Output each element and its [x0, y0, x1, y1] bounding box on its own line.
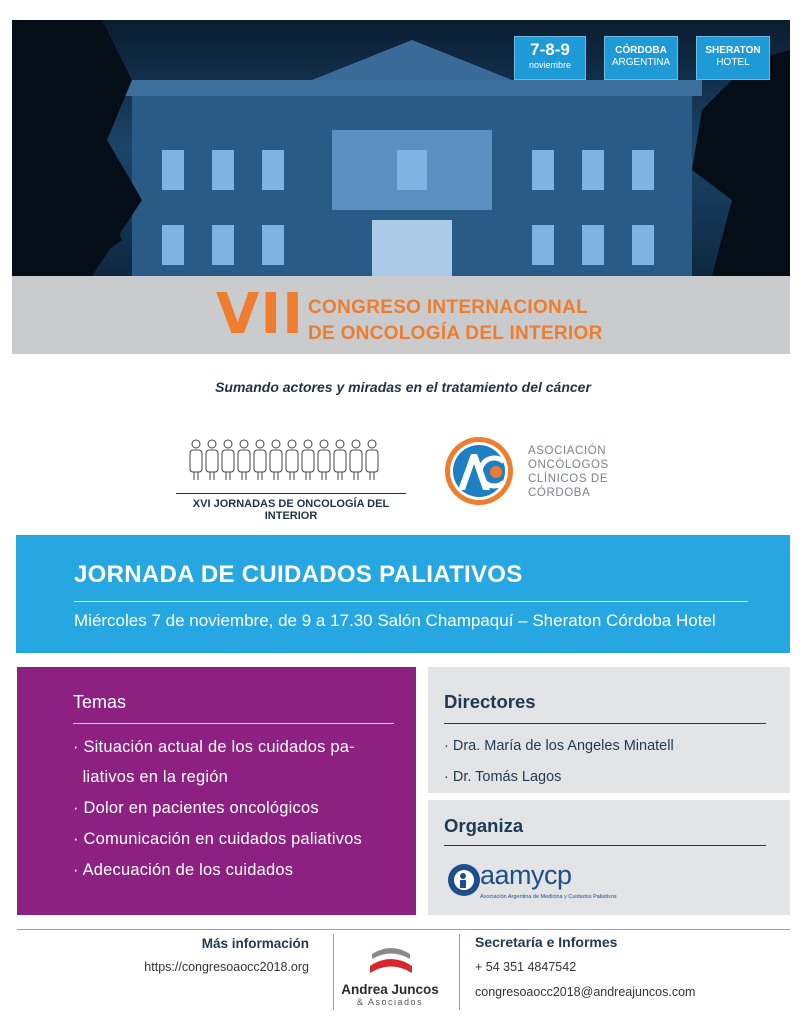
date-month: noviembre: [528, 60, 572, 70]
aocc-logo-icon: [444, 436, 514, 506]
mas-info-link[interactable]: https://congresoaocc2018.org: [144, 960, 309, 974]
aamycp-icon: [446, 862, 482, 898]
organiza-divider: [444, 845, 766, 846]
city-name: CÓRDOBA: [615, 45, 667, 56]
secretaria-title: Secretaría e Informes: [475, 934, 618, 950]
congress-title-line1: CONGRESO INTERNACIONAL: [308, 297, 588, 318]
agency-name: Andrea Juncos: [341, 982, 439, 997]
footer-divider: [17, 929, 790, 930]
secretaria-phone[interactable]: + 54 351 4847542: [475, 960, 577, 974]
tagline: Sumando actores y miradas en el tratamiento del cáncer: [215, 379, 591, 395]
hero-photo: [12, 20, 790, 276]
tema-item: · Comunicación en cuidados paliativos: [73, 830, 362, 848]
organiza-title: Organiza: [444, 815, 524, 836]
tema-item: · Situación actual de los cuidados pa-: [73, 738, 355, 756]
directores-title: Directores: [444, 691, 536, 712]
country-name: ARGENTINA: [611, 57, 671, 68]
jornada-band: [16, 535, 790, 653]
secretaria-email[interactable]: congresoaocc2018@andreajuncos.com: [475, 985, 696, 999]
congress-title-line2: DE ONCOLOGÍA DEL INTERIOR: [308, 323, 603, 344]
venue-sub: HOTEL: [716, 57, 750, 68]
date-badge: [514, 36, 586, 80]
temas-title: Temas: [73, 692, 127, 712]
footer-separator: [459, 934, 460, 1010]
jornada-subtitle: Miércoles 7 de noviembre, de 9 a 17.30 Salón Champaquí – Sheraton Córdoba Hotel: [74, 611, 716, 630]
date-days: 7-8-9: [530, 40, 570, 59]
jornada-title: JORNADA DE CUIDADOS PALIATIVOS: [74, 561, 523, 588]
aocc-line-4: CÓRDOBA: [528, 487, 591, 499]
aocc-line-2: ONCÓLOGOS: [528, 459, 609, 471]
jornadas-caption: XVI JORNADAS DE ONCOLOGÍA DEL INTERIOR: [176, 493, 406, 522]
aocc-line-3: CLÍNICOS DE: [528, 473, 609, 485]
jornada-divider: [74, 601, 748, 602]
temas-divider: [73, 723, 394, 724]
tema-item: liativos en la región: [73, 768, 229, 786]
tema-item: · Adecuación de los cuidados: [73, 861, 294, 879]
andrea-juncos-logo-icon: [368, 940, 414, 980]
venue-badge: [696, 36, 770, 80]
tema-item: · Dolor en pacientes oncológicos: [73, 799, 319, 817]
mas-info-title: Más información: [201, 936, 309, 951]
directores-divider: [444, 723, 766, 724]
venue-name: SHERATON: [705, 45, 761, 56]
director-item: · Dr. Tomás Lagos: [444, 769, 562, 785]
aocc-line-1: ASOCIACIÓN: [528, 445, 607, 457]
aamycp-wordmark: aamycp: [480, 860, 572, 890]
aamycp-caption: Asociación Argentina de Medicina y Cuidados Paliativos: [480, 894, 617, 900]
agency-sub: & Asociados: [356, 997, 424, 1007]
aamycp-logo: [446, 858, 646, 908]
city-badge: [604, 36, 678, 80]
director-item: · Dra. María de los Angeles Minatell: [444, 738, 674, 754]
congress-numeral: VII: [216, 282, 305, 347]
